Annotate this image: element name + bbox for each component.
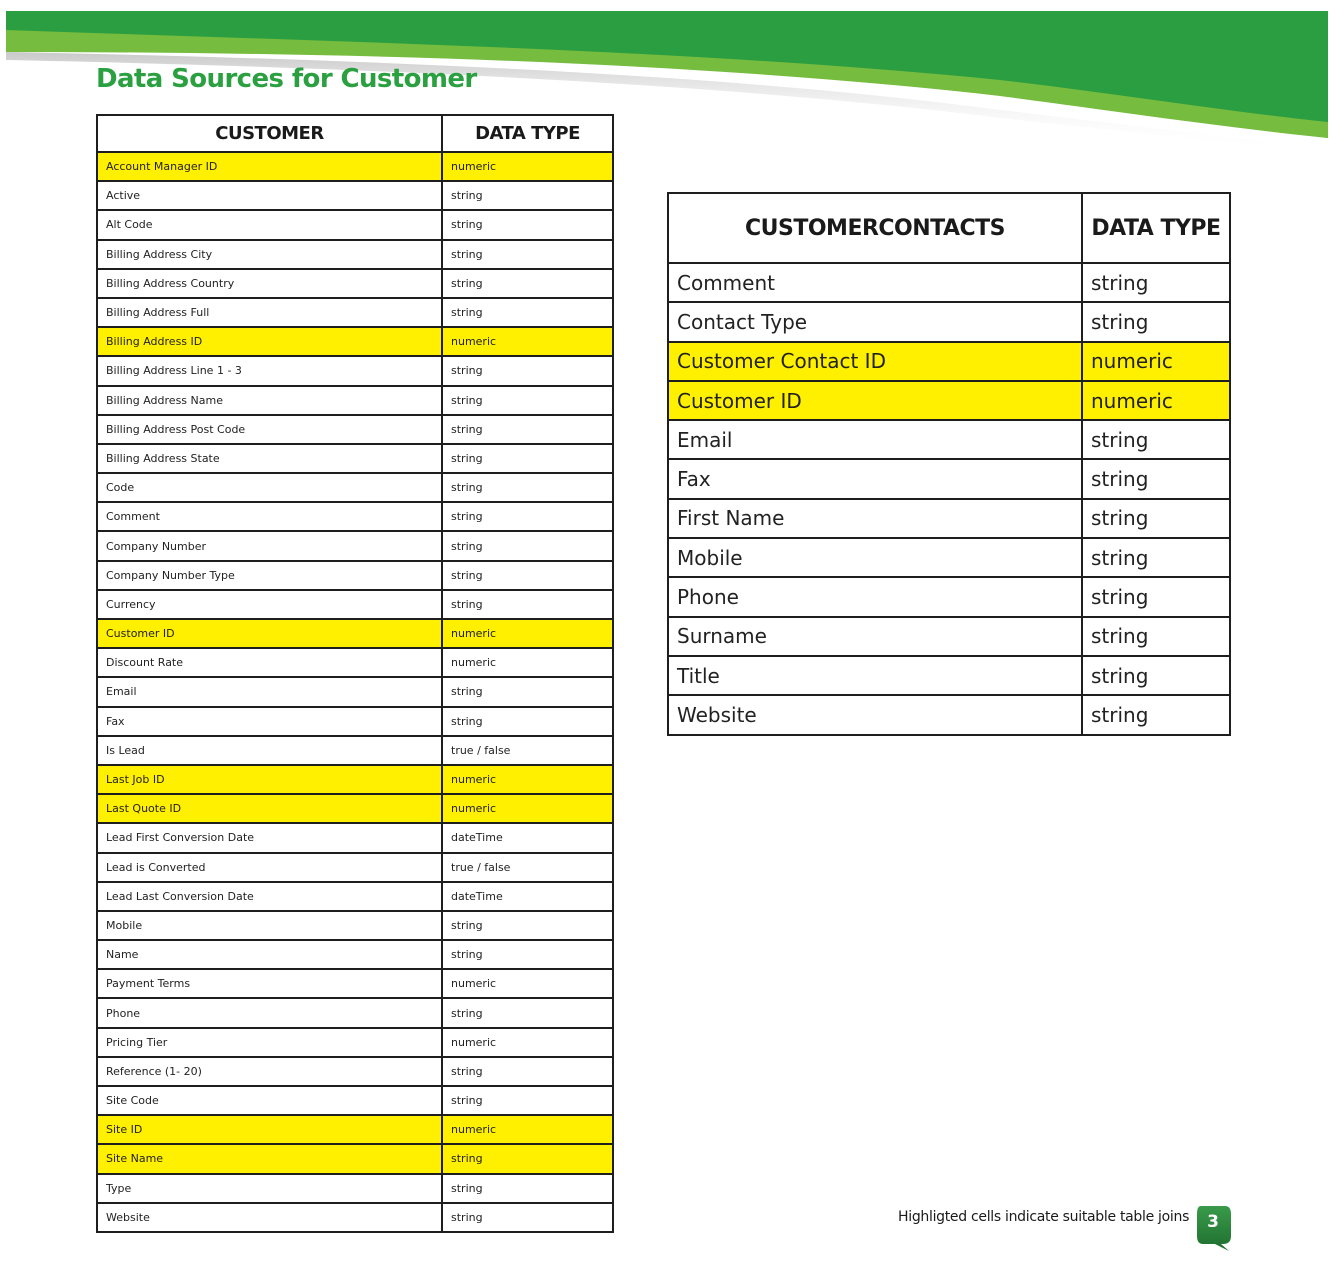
data-type-cell: numeric <box>1082 342 1230 381</box>
field-name-cell: Billing Address Post Code <box>97 415 442 444</box>
field-name-cell: Fax <box>97 707 442 736</box>
table-row-highlighted <box>97 794 613 823</box>
table-row <box>97 561 613 590</box>
field-name-cell: Website <box>668 695 1082 734</box>
field-name-cell: Comment <box>668 263 1082 302</box>
data-type-cell: string <box>442 531 613 560</box>
data-type-cell: numeric <box>442 765 613 794</box>
table-row-highlighted <box>97 1115 613 1144</box>
table-row <box>97 444 613 473</box>
field-name-cell: Lead Last Conversion Date <box>97 882 442 911</box>
customer-table <box>96 114 614 1233</box>
data-type-cell: string <box>442 473 613 502</box>
data-type-cell: string <box>442 940 613 969</box>
data-type-cell: string <box>442 911 613 940</box>
table-row <box>668 499 1230 538</box>
table-row <box>97 911 613 940</box>
field-name-cell: Last Job ID <box>97 765 442 794</box>
field-name-cell: Comment <box>97 502 442 531</box>
data-type-cell: string <box>1082 538 1230 577</box>
footnote-highlight-legend: Highligted cells indicate suitable table joins <box>898 1209 1190 1225</box>
table-row-highlighted <box>97 327 613 356</box>
data-type-cell: string <box>1082 695 1230 734</box>
field-name-cell: Pricing Tier <box>97 1028 442 1057</box>
data-type-cell: string <box>442 210 613 239</box>
data-type-cell: string <box>1082 263 1230 302</box>
field-name-cell: Lead First Conversion Date <box>97 823 442 852</box>
table-row <box>97 415 613 444</box>
data-type-cell: string <box>442 1203 613 1232</box>
table-row-highlighted <box>97 619 613 648</box>
data-type-cell: string <box>442 1057 613 1086</box>
field-name-cell: Surname <box>668 617 1082 656</box>
data-type-cell: string <box>442 590 613 619</box>
data-type-cell: true / false <box>442 736 613 765</box>
table-row <box>668 420 1230 459</box>
data-type-cell: string <box>1082 420 1230 459</box>
data-type-cell: numeric <box>442 969 613 998</box>
table-row <box>97 736 613 765</box>
field-name-cell: Is Lead <box>97 736 442 765</box>
data-type-cell: string <box>1082 459 1230 498</box>
data-type-cell: string <box>442 707 613 736</box>
field-name-cell: Customer ID <box>668 381 1082 420</box>
field-name-cell: Billing Address Full <box>97 298 442 327</box>
table-row <box>97 707 613 736</box>
field-name-cell: Currency <box>97 590 442 619</box>
table-row <box>97 998 613 1027</box>
field-name-cell: Customer Contact ID <box>668 342 1082 381</box>
field-name-cell: Site Name <box>97 1144 442 1173</box>
field-name-cell: Lead is Converted <box>97 853 442 882</box>
contacts-table-body <box>668 263 1230 735</box>
data-type-cell: string <box>442 298 613 327</box>
contacts-table-header-row <box>668 193 1230 263</box>
field-name-cell: Billing Address ID <box>97 327 442 356</box>
table-row <box>97 473 613 502</box>
field-name-cell: Mobile <box>97 911 442 940</box>
field-name-cell: Type <box>97 1174 442 1203</box>
table-row <box>668 263 1230 302</box>
field-name-cell: Email <box>97 677 442 706</box>
data-type-cell: numeric <box>442 1028 613 1057</box>
table-row <box>668 577 1230 616</box>
data-type-cell: dateTime <box>442 882 613 911</box>
table-row <box>97 882 613 911</box>
data-type-cell: string <box>442 502 613 531</box>
table-row-highlighted <box>668 381 1230 420</box>
data-type-cell: numeric <box>442 648 613 677</box>
table-row <box>97 386 613 415</box>
data-type-cell: string <box>442 1174 613 1203</box>
field-name-cell: Last Quote ID <box>97 794 442 823</box>
field-name-cell: Website <box>97 1203 442 1232</box>
field-name-cell: Company Number Type <box>97 561 442 590</box>
column-header-customercontacts: CUSTOMERCONTACTS <box>668 193 1082 263</box>
field-name-cell: Mobile <box>668 538 1082 577</box>
data-type-cell: string <box>1082 617 1230 656</box>
table-row <box>97 940 613 969</box>
table-row <box>97 269 613 298</box>
field-name-cell: Billing Address Name <box>97 386 442 415</box>
field-name-cell: Billing Address Country <box>97 269 442 298</box>
field-name-cell: Name <box>97 940 442 969</box>
data-type-cell: string <box>442 677 613 706</box>
field-name-cell: Site Code <box>97 1086 442 1115</box>
table-row-highlighted <box>97 1144 613 1173</box>
table-row <box>668 302 1230 341</box>
table-row <box>97 531 613 560</box>
field-name-cell: Discount Rate <box>97 648 442 677</box>
table-row <box>97 1086 613 1115</box>
field-name-cell: Fax <box>668 459 1082 498</box>
table-row <box>97 356 613 385</box>
field-name-cell: Payment Terms <box>97 969 442 998</box>
data-type-cell: string <box>442 415 613 444</box>
table-row <box>97 823 613 852</box>
data-type-cell: string <box>1082 302 1230 341</box>
table-row <box>97 590 613 619</box>
table-row-highlighted <box>97 765 613 794</box>
page-title: Data Sources for Customer <box>96 64 477 94</box>
table-row <box>668 538 1230 577</box>
table-row <box>97 1203 613 1232</box>
data-type-cell: string <box>442 998 613 1027</box>
customer-table-body <box>97 152 613 1232</box>
field-name-cell: Site ID <box>97 1115 442 1144</box>
field-name-cell: First Name <box>668 499 1082 538</box>
field-name-cell: Billing Address Line 1 - 3 <box>97 356 442 385</box>
field-name-cell: Active <box>97 181 442 210</box>
data-type-cell: string <box>1082 656 1230 695</box>
table-row <box>97 1028 613 1057</box>
page-number: 3 <box>1207 1212 1219 1232</box>
field-name-cell: Contact Type <box>668 302 1082 341</box>
table-row <box>97 502 613 531</box>
table-row <box>97 1174 613 1203</box>
data-type-cell: string <box>442 1086 613 1115</box>
table-row-highlighted <box>668 342 1230 381</box>
table-row <box>97 298 613 327</box>
data-type-cell: string <box>442 444 613 473</box>
table-row <box>668 617 1230 656</box>
table-row <box>97 677 613 706</box>
data-type-cell: numeric <box>442 619 613 648</box>
column-header-data-type: DATA TYPE <box>1082 193 1230 263</box>
data-type-cell: numeric <box>442 1115 613 1144</box>
column-header-customer: CUSTOMER <box>97 115 442 152</box>
data-type-cell: string <box>1082 499 1230 538</box>
field-name-cell: Phone <box>668 577 1082 616</box>
field-name-cell: Billing Address City <box>97 240 442 269</box>
data-type-cell: numeric <box>442 327 613 356</box>
field-name-cell: Phone <box>97 998 442 1027</box>
table-row <box>668 695 1230 734</box>
data-type-cell: string <box>442 561 613 590</box>
data-type-cell: string <box>442 181 613 210</box>
data-type-cell: string <box>442 386 613 415</box>
column-header-data-type: DATA TYPE <box>442 115 613 152</box>
field-name-cell: Billing Address State <box>97 444 442 473</box>
field-name-cell: Customer ID <box>97 619 442 648</box>
field-name-cell: Company Number <box>97 531 442 560</box>
field-name-cell: Code <box>97 473 442 502</box>
table-row <box>97 853 613 882</box>
table-row <box>97 210 613 239</box>
data-type-cell: string <box>1082 577 1230 616</box>
table-row <box>97 969 613 998</box>
data-type-cell: dateTime <box>442 823 613 852</box>
data-type-cell: numeric <box>442 794 613 823</box>
field-name-cell: Account Manager ID <box>97 152 442 181</box>
data-type-cell: true / false <box>442 853 613 882</box>
table-row <box>668 656 1230 695</box>
table-row <box>668 459 1230 498</box>
table-row <box>97 240 613 269</box>
data-type-cell: numeric <box>442 152 613 181</box>
data-type-cell: string <box>442 269 613 298</box>
field-name-cell: Alt Code <box>97 210 442 239</box>
customer-table-header-row <box>97 115 613 152</box>
field-name-cell: Title <box>668 656 1082 695</box>
data-type-cell: string <box>442 240 613 269</box>
table-row-highlighted <box>97 152 613 181</box>
table-row <box>97 181 613 210</box>
customer-contacts-table <box>667 192 1231 736</box>
field-name-cell: Email <box>668 420 1082 459</box>
table-row <box>97 648 613 677</box>
field-name-cell: Reference (1- 20) <box>97 1057 442 1086</box>
data-type-cell: numeric <box>1082 381 1230 420</box>
table-row <box>97 1057 613 1086</box>
data-type-cell: string <box>442 356 613 385</box>
data-type-cell: string <box>442 1144 613 1173</box>
